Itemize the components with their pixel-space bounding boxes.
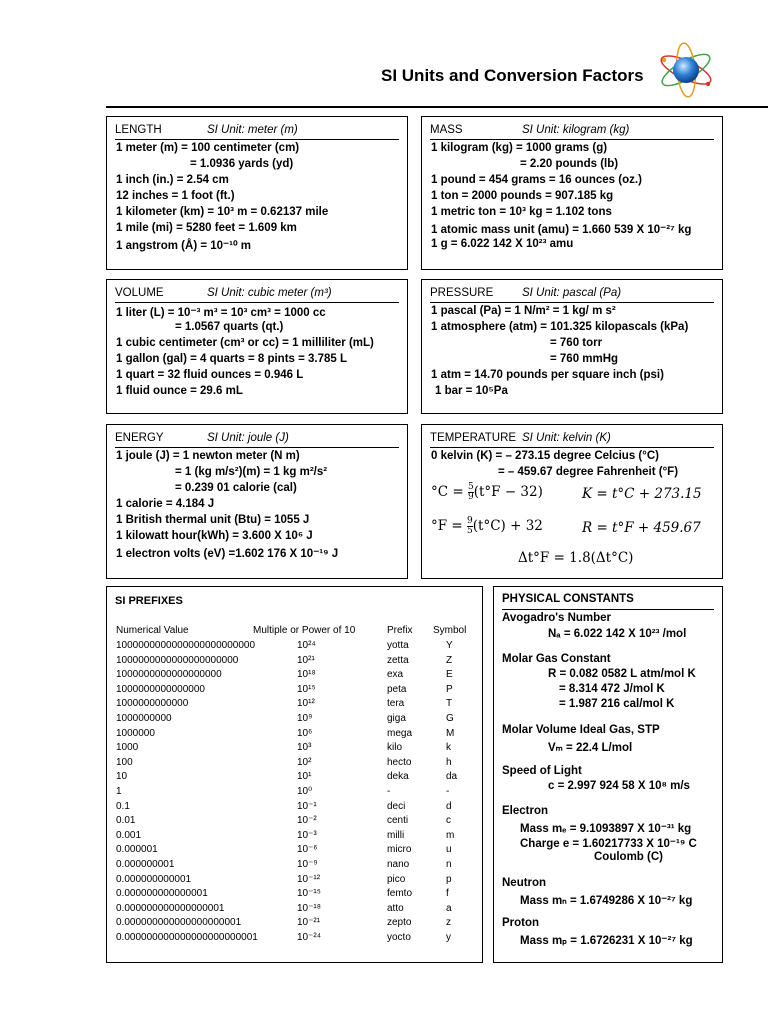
length-line: 12 inches = 1 foot (ft.) [116,190,235,202]
prefix-value: 1000000000000000 [116,683,205,695]
mass-line: 1 metric ton = 10³ kg = 1.102 tons [431,206,612,218]
light-value: c = 2.997 924 58 X 10⁸ m/s [548,780,690,792]
prefix-power: 10⁻¹ [297,800,317,812]
prefix-value: 1 [116,786,122,797]
rankine-formula: R = t°F + 459.67 [582,520,701,536]
energy-box [106,424,408,579]
prefix-name: hecto [387,756,412,768]
prefix-value: 1000000000000000000000 [116,654,239,666]
col-header-symbol: Symbol [433,625,467,636]
length-line: 1 mile (mi) = 5280 feet = 1.609 km [116,222,297,234]
fraction-denominator: 9 [467,492,474,502]
electron-coulomb: Coulomb (C) [594,851,663,863]
temperature-box [421,424,723,579]
prefix-power: 10¹⁵ [297,683,316,695]
pressure-line: 1 bar = 10⁵Pa [435,385,508,397]
prefix-name: yocto [387,932,411,943]
prefix-name: deci [387,800,406,812]
prefix-symbol: a [446,902,452,914]
electron-heading: Electron [502,805,549,817]
prefix-symbol: - [446,786,450,797]
prefix-symbol: n [446,859,452,870]
pressure-title: PRESSURE [430,287,494,299]
prefix-name: atto [387,902,404,914]
pressure-box [421,279,723,414]
prefixes-box [106,586,483,963]
prefix-name: zetta [387,654,409,666]
prefix-symbol: c [446,815,451,827]
prefix-symbol: p [446,873,452,885]
temperature-si-unit: SI Unit: kelvin (K) [522,432,611,444]
prefix-name: yotta [387,640,409,651]
energy-line: 1 electron volts (eV) =1.602 176 X 10⁻¹⁹ J [116,548,339,560]
length-box [106,116,408,270]
prefix-name: nano [387,859,410,870]
formula-rhs: (t°F − 32) [473,484,543,500]
prefix-name: kilo [387,742,403,754]
prefix-name: exa [387,669,404,681]
prefix-name: mega [387,727,413,739]
prefix-power: 10⁻¹⁸ [297,902,321,914]
energy-line: 1 British thermal unit (Btu) = 1055 J [116,514,310,526]
mass-si-unit: SI Unit: kilogram (kg) [522,124,630,136]
prefix-power: 10⁶ [297,727,313,739]
prefix-value: 0.001 [116,829,142,841]
prefix-power: 10⁻¹² [297,873,321,885]
prefix-power: 10⁻²¹ [297,917,321,929]
mass-line: 1 ton = 2000 pounds = 907.185 kg [431,190,614,202]
prefix-value: 1000000000000000000 [116,669,222,681]
prefix-power: 10³ [297,742,312,754]
length-title: LENGTH [115,124,162,136]
mass-header [430,122,714,140]
prefix-power: 10¹² [297,698,315,710]
fraction-denominator: 5 [467,526,473,536]
volume-box [106,279,408,414]
atom-logo-icon [656,42,716,98]
volume-line: 1 quart = 32 fluid ounces = 0.946 L [116,369,304,381]
gas-value: R = 0.082 0582 L atm/mol K [548,668,696,680]
pressure-header [430,285,714,303]
temperature-line: 0 kelvin (K) = – 273.15 degree Celcius (°C) [431,450,659,462]
prefix-symbol: M [446,727,455,739]
prefix-value: 0.000000000000001 [116,888,208,900]
pressure-line: 1 atmosphere (atm) = 101.325 kilopascals (kPa) [431,321,689,333]
prefix-value: 0.000000000000000001 [116,902,225,914]
mass-line: 1 pound = 454 grams = 16 ounces (oz.) [431,174,642,186]
gas-value: = 8.314 472 J/mol K [559,683,665,695]
electron-mass: Mass mₑ = 9.1093897 X 10⁻³¹ kg [520,823,692,835]
energy-line: 1 kilowatt hour(kWh) = 3.600 X 10⁶ J [116,530,313,542]
prefix-value: 10 [116,771,128,783]
mass-box [421,116,723,270]
pressure-line: = 760 torr [550,337,603,349]
pressure-line: 1 pascal (Pa) = 1 N/m² = 1 kg/ m s² [431,305,616,317]
col-header-numerical: Numerical Value [116,625,189,636]
col-header-power: Multiple or Power of 10 [253,625,356,636]
energy-title: ENERGY [115,432,164,444]
energy-line: 1 calorie = 4.184 J [116,498,215,510]
neutron-mass: Mass mₙ = 1.6749286 X 10⁻²⁷ kg [520,895,693,907]
prefix-symbol: G [446,713,454,724]
formula-lhs: °C = [431,484,464,500]
avogadro-heading: Avogadro's Number [502,612,612,624]
volume-title: VOLUME [115,287,164,299]
temperature-title: TEMPERATURE [430,432,517,444]
prefix-power: 10⁻³ [297,829,317,841]
temperature-header [430,430,714,448]
length-si-unit: SI Unit: meter (m) [207,124,298,136]
prefix-symbol: d [446,800,452,812]
prefix-value: 0.000000000000000000000001 [116,932,258,943]
length-line: 1 kilometer (km) = 10³ m = 0.62137 mile [116,206,329,218]
prefix-value: 0.000001 [116,844,158,856]
prefix-value: 1000000000000000000000000 [116,640,256,651]
prefix-name: centi [387,815,409,827]
avogadro-value: Nₐ = 6.022 142 X 10²³ /mol [548,628,687,640]
prefix-value: 0.000000001 [116,859,175,870]
prefix-name: tera [387,698,405,710]
prefix-symbol: u [446,844,452,856]
prefix-power: 10⁻⁹ [297,859,318,870]
temperature-line: = – 459.67 degree Fahrenheit (°F) [498,466,679,478]
length-line: 1 angstrom (Å) = 10⁻¹⁰ m [116,240,251,252]
prefix-symbol: h [446,756,452,768]
volume-line: 1 gallon (gal) = 4 quarts = 8 pints = 3.785 L [116,353,348,365]
fraction-numerator: 5 [467,482,474,492]
electron-charge: Charge e = 1.60217733 X 10⁻¹⁹ C [520,838,697,850]
length-line: 1 meter (m) = 100 centimeter (cm) [116,142,300,154]
length-line: 1 inch (in.) = 2.54 cm [116,174,229,186]
col-header-prefix: Prefix [387,625,413,636]
prefix-name: giga [387,713,406,724]
prefix-value: 0.1 [116,800,130,812]
mass-line: = 2.20 pounds (lb) [520,158,619,170]
prefix-name: micro [387,844,412,856]
prefix-power: 10⁻⁶ [297,844,318,856]
molvol-value: Vₘ = 22.4 L/mol [548,742,633,754]
volume-line: 1 liter (L) = 10⁻³ m³ = 10³ cm³ = 1000 cc [116,307,326,319]
volume-header [115,285,399,303]
prefix-symbol: f [446,888,449,900]
prefix-power: 10⁻¹⁵ [297,888,321,900]
prefix-value: 0.01 [116,815,136,827]
energy-header [115,430,399,448]
length-line: = 1.0936 yards (yd) [190,158,294,170]
volume-line: 1 fluid ounce = 29.6 mL [116,385,243,397]
prefix-value: 1000 [116,742,139,754]
mass-line: 1 g = 6.022 142 X 10²³ amu [431,238,574,250]
energy-line: = 1 (kg m/s²)(m) = 1 kg m²/s² [175,466,328,478]
gas-value: = 1.987 216 cal/mol K [559,698,675,710]
prefix-value: 1000000000 [116,713,172,724]
prefix-symbol: T [446,698,453,710]
formula-lhs: °F = [431,518,463,534]
prefix-symbol: y [446,932,451,943]
prefix-symbol: z [446,917,451,929]
fahrenheit-formula [431,517,543,536]
celsius-formula [431,483,543,502]
prefix-power: 10²¹ [297,654,315,666]
pressure-line: = 760 mmHg [550,353,619,365]
prefix-power: 10⁹ [297,713,313,724]
energy-si-unit: SI Unit: joule (J) [207,432,289,444]
mass-line: 1 kilogram (kg) = 1000 grams (g) [431,142,608,154]
energy-line: = 0.239 01 calorie (cal) [175,482,297,494]
prefix-value: 100 [116,756,133,768]
light-heading: Speed of Light [502,765,582,777]
molvol-heading: Molar Volume Ideal Gas, STP [502,724,660,736]
header-rule [106,106,768,108]
prefix-power: 10¹⁸ [297,669,316,681]
volume-line: 1 cubic centimeter (cm³ or cc) = 1 milliliter (mL) [116,337,374,349]
mass-line: 1 atomic mass unit (amu) = 1.660 539 X 10⁻²⁷ kg [431,224,692,236]
prefix-name: milli [387,829,405,841]
prefix-name: deka [387,771,409,783]
prefix-value: 1000000000000 [116,698,189,710]
prefixes-title: SI PREFIXES [115,595,183,607]
energy-line: 1 joule (J) = 1 newton meter (N m) [116,450,300,462]
pressure-si-unit: SI Unit: pascal (Pa) [522,287,622,299]
delta-formula: Δt°F = 1.8(Δt°C) [518,550,634,566]
prefix-symbol: E [446,669,453,681]
prefix-power: 10⁻²⁴ [297,932,322,943]
length-header [115,122,399,140]
prefix-power: 10⁻² [297,815,317,827]
prefix-symbol: P [446,683,453,695]
prefix-symbol: Y [446,640,453,651]
prefix-value: 1000000 [116,727,155,739]
volume-line: = 1.0567 quarts (qt.) [175,321,284,333]
prefix-value: 0.000000000000000000001 [116,917,242,929]
prefix-symbol: da [446,771,458,783]
prefix-power: 10¹ [297,771,312,783]
prefix-name: peta [387,683,407,695]
constants-title: PHYSICAL CONSTANTS [502,593,634,605]
gas-heading: Molar Gas Constant [502,653,611,665]
prefix-value: 0.000000000001 [116,873,192,885]
mass-title: MASS [430,124,463,136]
volume-si-unit: SI Unit: cubic meter (m³) [207,287,332,299]
constants-box [493,586,723,963]
proton-heading: Proton [502,917,540,929]
prefix-symbol: m [446,829,455,841]
prefix-name: pico [387,873,406,885]
pressure-line: 1 atm = 14.70 pounds per square inch (psi) [431,369,664,381]
prefix-symbol: k [446,742,451,754]
prefix-symbol: Z [446,654,453,666]
prefix-power: 10² [297,756,312,768]
prefix-power: 10⁰ [297,786,313,797]
page-title: SI Units and Conversion Factors [381,66,644,85]
kelvin-formula: K = t°C + 273.15 [582,486,702,502]
constants-rule [502,609,714,610]
prefix-power: 10²⁴ [297,640,316,651]
prefix-name: zepto [387,917,412,929]
prefix-name: - [387,786,391,797]
proton-mass: Mass mₚ = 1.6726231 X 10⁻²⁷ kg [520,935,693,947]
fraction-numerator: 9 [467,516,473,526]
prefix-name: femto [387,888,413,900]
neutron-heading: Neutron [502,877,547,889]
formula-rhs: (t°C) + 32 [472,518,543,534]
